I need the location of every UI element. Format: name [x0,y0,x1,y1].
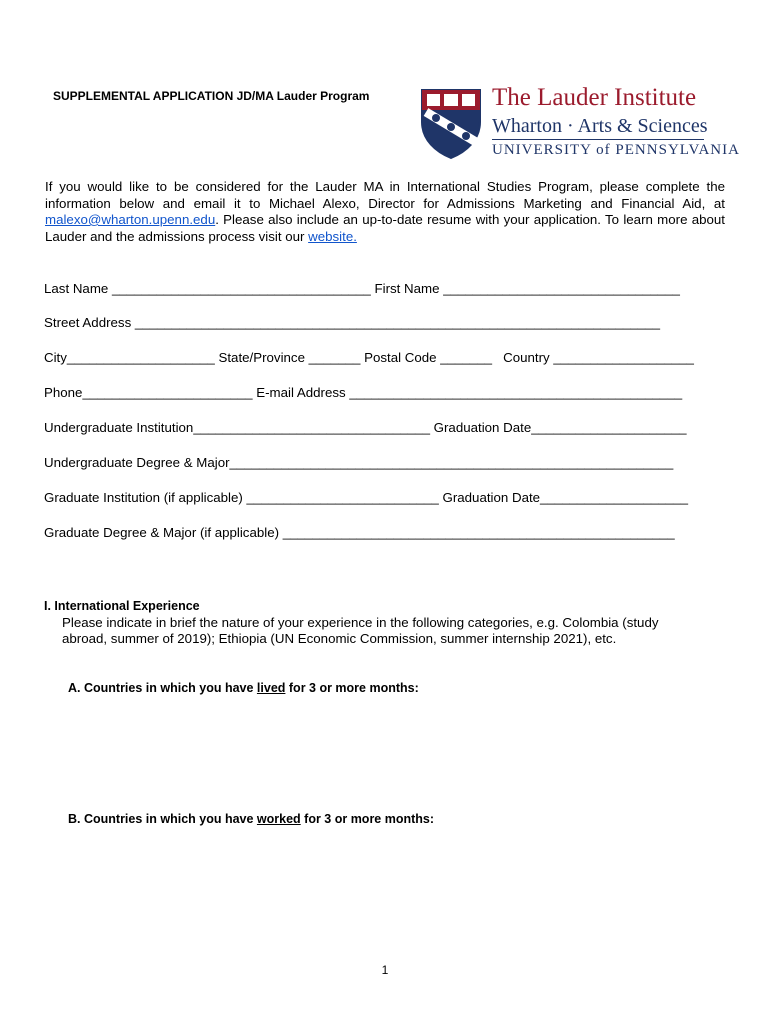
email-link[interactable]: malexo@wharton.upenn.edu [45,212,216,227]
intro-text-2: . Please also include an up-to-date resume with your application. To learn more about Lauder and the admissions process visit our [45,212,725,244]
field-grad-institution[interactable]: Graduate Institution (if applicable) __________________________ Graduation Date____________________ [44,490,688,505]
logo-schools: Wharton · Arts & Sciences [492,115,708,137]
subsection-b-heading [68,812,434,826]
subsection-b-prefix: B. Countries in which you have [68,812,257,826]
website-link[interactable]: website. [308,228,357,244]
subsection-b-emphasis: worked [256,812,301,826]
field-phone-email[interactable]: Phone_______________________ E-mail Address _____________________________________________ [44,385,683,400]
logo-university: UNIVERSITY of PENNSYLVANIA [492,142,740,158]
subsection-a-prefix: A. Countries in which you have [68,681,257,695]
field-grad-degree[interactable]: Graduate Degree & Major (if applicable) _____________________________________________________ [44,525,675,540]
section-heading: I. International Experience [44,599,200,613]
lauder-institute-logo [420,84,740,164]
form-title: SUPPLEMENTAL APPLICATION JD/MA Lauder Program [53,89,370,103]
field-city-state-postal-country[interactable]: City____________________ State/Province _______ Postal Code _______ Country ___________________ [44,350,694,365]
logo-divider [492,139,704,140]
intro-paragraph [45,179,725,245]
intro-text-1: If you would like to be considered for the Lauder MA in International Studies Program, please complete the information below and email it to Michael Alexo, Director for Admissions Marketing and Financial Aid, at [45,179,725,211]
subsection-b-suffix: for 3 or more months: [300,812,435,826]
subsection-a-heading [68,681,419,695]
logo-institute-name: The Lauder Institute [492,84,697,111]
subsection-a-emphasis: lived [256,681,286,695]
field-name[interactable]: Last Name ___________________________________ First Name ________________________________ [44,281,680,296]
field-street-address[interactable]: Street Address _______________________________________________________________________ [44,315,660,330]
subsection-a-suffix: for 3 or more months: [285,681,419,695]
field-undergrad-institution[interactable]: Undergraduate Institution________________________________ Graduation Date_____________________ [44,420,687,435]
section-description: Please indicate in brief the nature of your experience in the following categories, e.g. Colombia (study abroad, summer of 2019); Ethiopia (UN Economic Commission, summer internship 2021), etc. [62,615,659,646]
field-undergrad-degree[interactable]: Undergraduate Degree & Major____________________________________________________________ [44,455,674,470]
page-number: 1 [381,963,389,977]
penn-shield-icon [420,88,482,160]
